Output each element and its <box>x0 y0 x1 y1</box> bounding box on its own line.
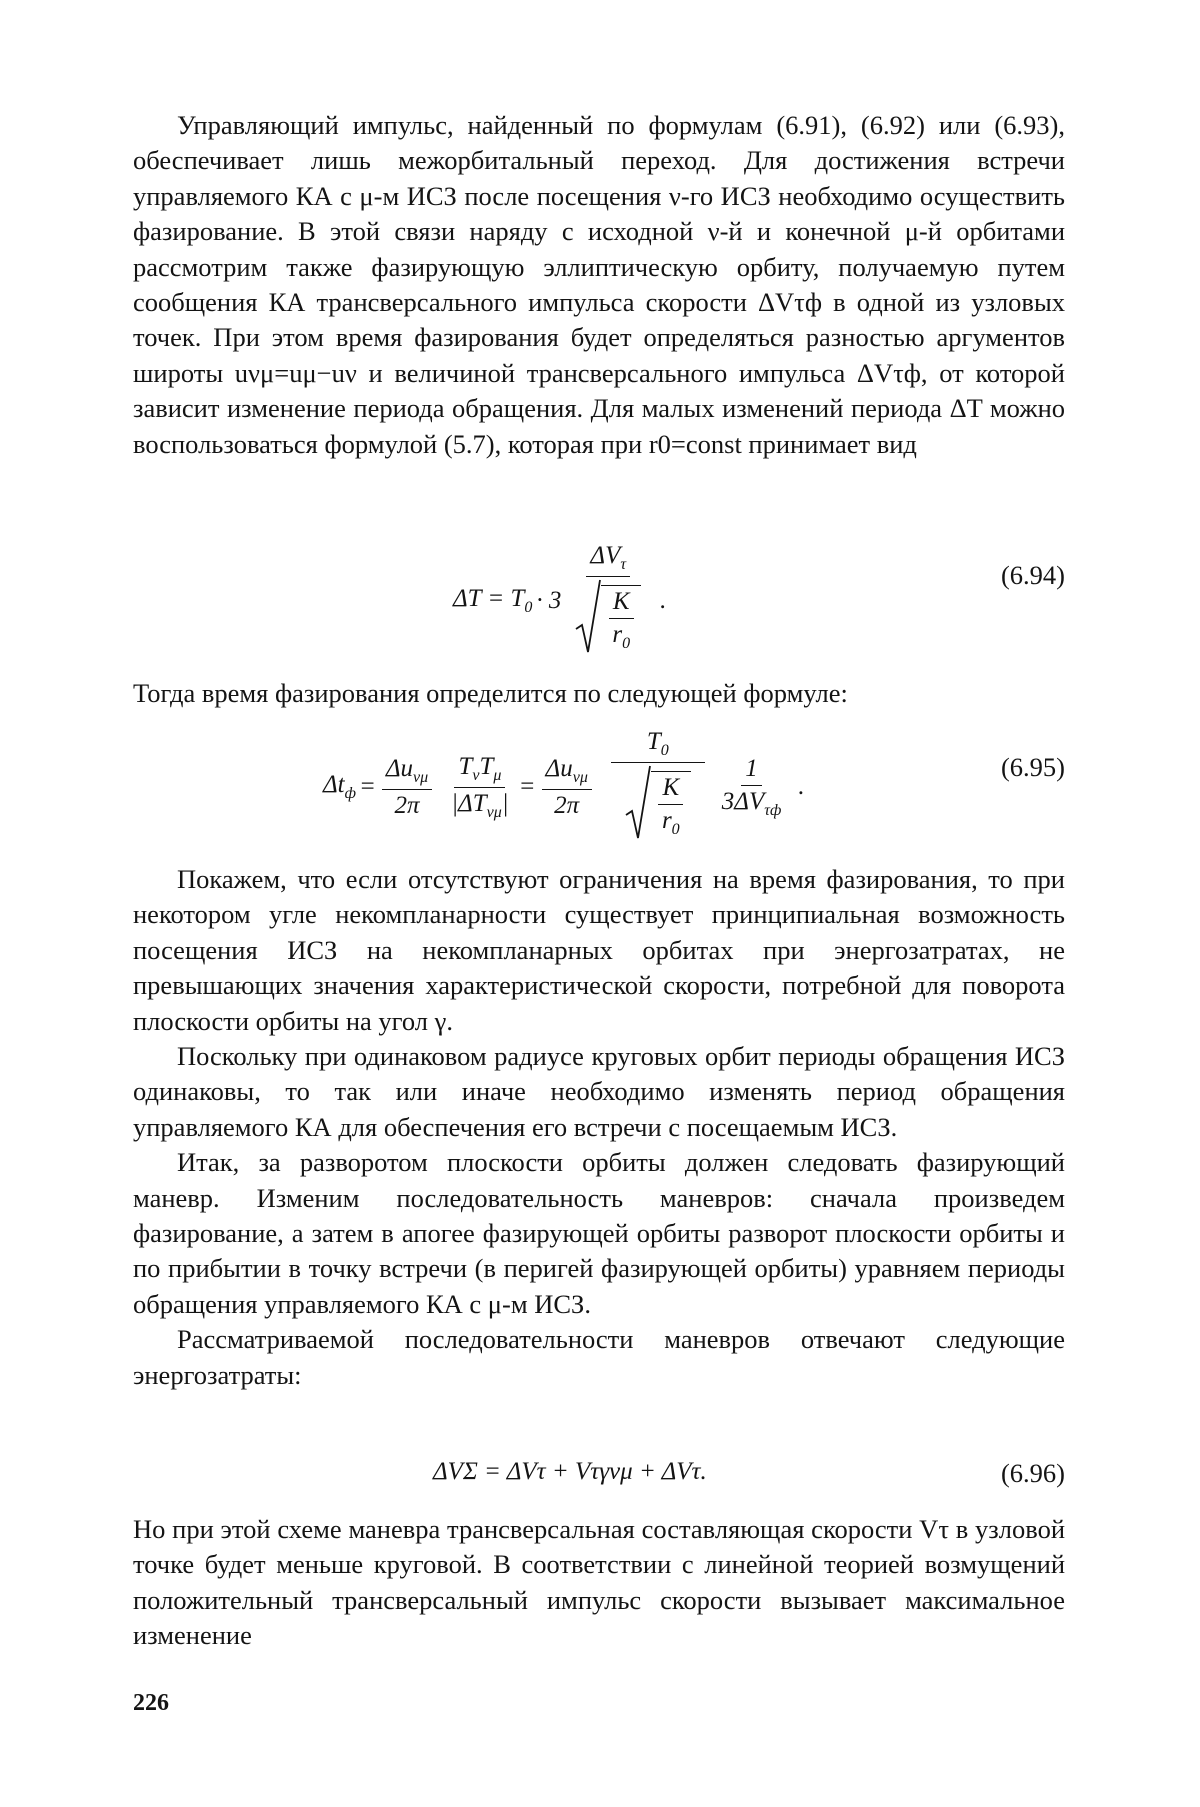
eq95-fraction-1: $\frac{\Delta u_{\nu\mu}}{2\pi}$ <box>382 755 432 820</box>
equation-number-6-96: (6.96) <box>1000 1458 1065 1488</box>
text-block-2 <box>133 676 1065 711</box>
equation-6-95-body <box>323 728 805 846</box>
eq95-fraction-2: $\frac{T_\nu T_\mu}{|\Delta T_{\nu\mu}|}$ <box>451 752 509 821</box>
eq94-tail: . <box>660 587 667 614</box>
eq94-numerator: $\Delta V_\tau$ <box>586 542 630 577</box>
eq94-lhs: $\Delta T = T_0$ <box>453 585 533 616</box>
paragraph-7: Но при этой схеме маневра трансверсальная составляющая скорости Vτ в узловой точке будет меньше круговой. В соответствии с линейной теорией возмущений положительный трансверсальный импульс скорости вызывает максимальное изменение <box>133 1514 1065 1651</box>
eq95-sqrt: $\frac{K}{r_0}$ <box>625 765 691 839</box>
equation-6-94-body <box>453 542 666 660</box>
eq95-fraction-4: $\frac{T_0}{\frac{K}{r_0}}$ <box>611 728 705 846</box>
eq94-rad-num: K <box>609 588 634 619</box>
paragraph-1: Управляющий импульс, найденный по формулам (6.91), (6.92) или (6.93), обеспечивает лишь межорбитальный переход. Для достижения встречи управляемого КА с μ-м ИСЗ после посещения ν-го ИСЗ необходимо осуществить фазирование. В этой связи наряду с исходной ν-й и конечной μ-й орбитами рассмотрим также фазирующую эллиптическую орбиту, получаемую путем сообщения КА трансверсального импульса скорости ΔVτф в одной из узловых точек. При этом время фазирования будет определяться разностью аргументов широты uνμ=uμ−uν и величиной трансверсального импульса ΔVτф, от которой зависит изменение периода обращения. Для малых изменений периода ΔT можно воспользоваться формулой (5.7), которая при r0=const принимает вид <box>133 110 1065 459</box>
eq94-sqrt <box>575 579 641 653</box>
equation-number-6-95: (6.95) <box>1000 752 1065 782</box>
eq95-fraction-3: $\frac{\Delta u_{\nu\mu}}{2\pi}$ <box>542 755 592 820</box>
equation-number-6-94: (6.94) <box>1000 560 1065 590</box>
paragraph-6: Рассматриваемой последовательности маневров отвечают следующие энергозатраты: <box>133 1324 1065 1390</box>
eq94-fraction <box>571 542 645 660</box>
text-block-4 <box>133 1512 1065 1654</box>
equation-6-95 <box>133 720 1065 850</box>
eq94-radicand-fraction <box>608 588 634 653</box>
paragraph-3: Покажем, что если отсутствуют ограничения на время фазирования, то при некотором угле некомпланарности существует принципиальная возможность посещения ИСЗ на некомпланарных орбитах при энергозатратах, не превышающих значения характеристической скорости, потребной для поворота плоскости орбиты на угол γ. <box>133 864 1065 1036</box>
text-block-1 <box>133 108 1065 462</box>
equation-6-94 <box>133 532 1065 662</box>
eq96-body: ΔVΣ = ΔVτ + Vτγνμ + ΔVτ. <box>433 1458 707 1485</box>
eq95-equals-1: = <box>358 773 376 800</box>
eq94-radicand <box>601 585 641 653</box>
eq95-equals-2: = <box>518 773 536 800</box>
eq95-lhs: $\Delta t_ф$ <box>323 771 356 802</box>
sqrt-sign-icon <box>625 765 651 839</box>
equation-6-96 <box>133 1456 1065 1496</box>
eq94-denominator <box>571 577 645 660</box>
paragraph-2: Тогда время фазирования определится по следующей формуле: <box>133 678 848 708</box>
eq95-fraction-5: $\frac{1}{3\Delta V_{\tau ф}}$ <box>721 754 782 819</box>
eq94-rad-den: $r_0$ <box>612 621 631 652</box>
paragraph-4: Поскольку при одинаковом радиусе круговых орбит периоды обращения ИСЗ одинаковы, то так или иначе необходимо изменять период обращения управляемого КА для обеспечения его встречи с посещаемым ИСЗ. <box>133 1041 1065 1142</box>
sqrt-sign-icon <box>575 579 601 653</box>
text-block-3 <box>133 862 1065 1393</box>
eq95-tail: . <box>798 773 805 800</box>
page-number: 226 <box>133 1690 169 1716</box>
eq94-factor: · 3 <box>536 587 562 614</box>
paragraph-5: Итак, за разворотом плоскости орбиты должен следовать фазирующий маневр. Изменим последовательность маневров: сначала произведем фазирование, а затем в апогее фазирующей орбиты разворот плоскости орбиты и по прибытии в точку встречи (в перигей фазирующей орбиты) уравняем периоды обращения управляемого КА с μ-м ИСЗ. <box>133 1147 1065 1319</box>
